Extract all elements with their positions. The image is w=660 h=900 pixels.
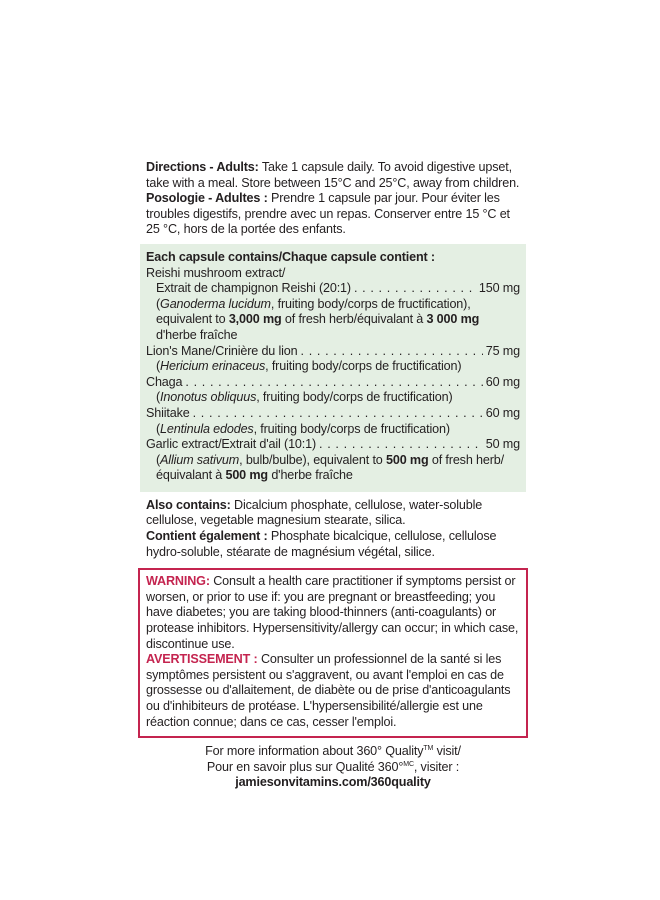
lions-mane-name: Lion's Mane/Crinière du lion (146, 343, 298, 358)
ingredient-reishi (146, 266, 520, 344)
warning-fr (146, 652, 520, 730)
dot-leader (193, 406, 483, 422)
footer-line-1: For more information about 360° Quality™ visit/ (205, 744, 461, 759)
chaga-source: (Inonotus obliquus, fruiting body/corps de fructification) (156, 390, 453, 405)
warning-box (138, 568, 528, 738)
ingredients-section (140, 244, 526, 492)
dot-leader (354, 281, 476, 297)
directions-en (146, 160, 520, 191)
also-contains-en (146, 498, 520, 529)
chaga-name: Chaga (146, 374, 183, 389)
warning-en-text: Consult a health care practitioner if symptoms persist or worsen, or prior to use if: you are pregnant or breastfeeding; you have diabetes; you are taking blood-thinners (anti-coagulants) or protease inhibitors. Hypersensitivity/allergy can occur; in which case, discontinue use. (146, 574, 519, 651)
ingredient-garlic (146, 437, 520, 484)
lions-mane-row (146, 344, 520, 360)
warning-en (146, 574, 520, 652)
directions-en-text: Take 1 capsule daily. To avoid digestive upset, take with a meal. Store between 15°C and 25°C, away from children. (146, 160, 520, 190)
warning-fr-label: AVERTISSEMENT : (146, 652, 258, 667)
directions-section (140, 160, 526, 238)
shiitake-source: (Lentinula edodes, fruiting body/corps de fructification) (156, 421, 450, 436)
footer (140, 744, 526, 791)
also-contains-fr-label: Contient également : (146, 529, 268, 544)
also-contains-fr-text: Phosphate bicalcique, cellulose, cellulose hydro-soluble, stéarate de magnésium végétal, silice. (146, 529, 497, 559)
supplement-label (140, 160, 526, 791)
directions-en-label: Directions - Adults: (146, 160, 259, 174)
footer-line-2: Pour en savoir plus sur Qualité 360°$^{MC}$, visiter : (206, 759, 460, 774)
also-contains-section (140, 498, 526, 560)
directions-fr-label: Posologie - Adultes : (146, 191, 268, 206)
shiitake-amount: 60 mg (485, 405, 520, 420)
reishi-amount: 150 mg (478, 281, 520, 296)
footer-url[interactable]: jamiesonvitamins.com/360quality (235, 775, 431, 790)
shiitake-row (146, 406, 520, 422)
garlic-name: Garlic extract/Extrait d'ail (10:1) (146, 437, 317, 452)
dot-leader (319, 437, 483, 453)
ingredient-shiitake (146, 406, 520, 437)
reishi-name-2: Extrait de champignon Reishi (20:1) (156, 281, 351, 296)
also-contains-fr (146, 529, 520, 560)
garlic-amount: 50 mg (485, 437, 520, 452)
reishi-row (146, 281, 520, 297)
dot-leader (185, 375, 482, 391)
shiitake-name: Shiitake (146, 405, 190, 420)
directions-fr-text: Prendre 1 capsule par jour. Pour éviter les troubles digestifs, prendre avec un repas. Conserver entre 15 °C et 25 °C, hors de la portée des enfants. (146, 191, 510, 237)
garlic-source: (Allium sativum, bulb/bulbe), equivalent to 500 mg of fresh herb/ équivalant à 500 mg d'herbe fraîche (156, 452, 504, 483)
lions-mane-amount: 75 mg (485, 343, 520, 358)
chaga-amount: 60 mg (485, 374, 520, 389)
reishi-name-1: Reishi mushroom extract/ (146, 265, 286, 280)
dot-leader (301, 344, 483, 360)
ingredient-lions-mane (146, 344, 520, 375)
also-contains-en-text: Dicalcium phosphate, cellulose, water-soluble cellulose, vegetable magnesium stearate, silica. (146, 497, 483, 528)
ingredients-heading: Each capsule contains/Chaque capsule contient : (146, 249, 435, 264)
garlic-row (146, 437, 520, 453)
ingredient-chaga (146, 375, 520, 406)
lions-mane-source: (Hericium erinaceus, fruiting body/corps de fructification) (156, 359, 462, 374)
reishi-source: (Ganoderma lucidum, fruiting body/corps de fructification), equivalent to 3,000 mg of fresh herb/équivalant à 3 000 mg d'herbe fraîche (156, 296, 480, 342)
warning-fr-text: Consulter un professionnel de la santé si les symptômes persistent ou s'aggravent, ou avant l'emploi en cas de grossesse ou d'allaitement, de diabète ou de prise d'anticoagulants ou d'inhibiteurs de protéase. L'hypersensibilité/allergie est une réaction connue; dans ce cas, cesser l'emploi. (146, 652, 511, 729)
directions-fr (146, 191, 520, 238)
also-contains-en-label: Also contains: (146, 497, 231, 512)
warning-en-label: WARNING: (146, 574, 210, 589)
chaga-row (146, 375, 520, 391)
